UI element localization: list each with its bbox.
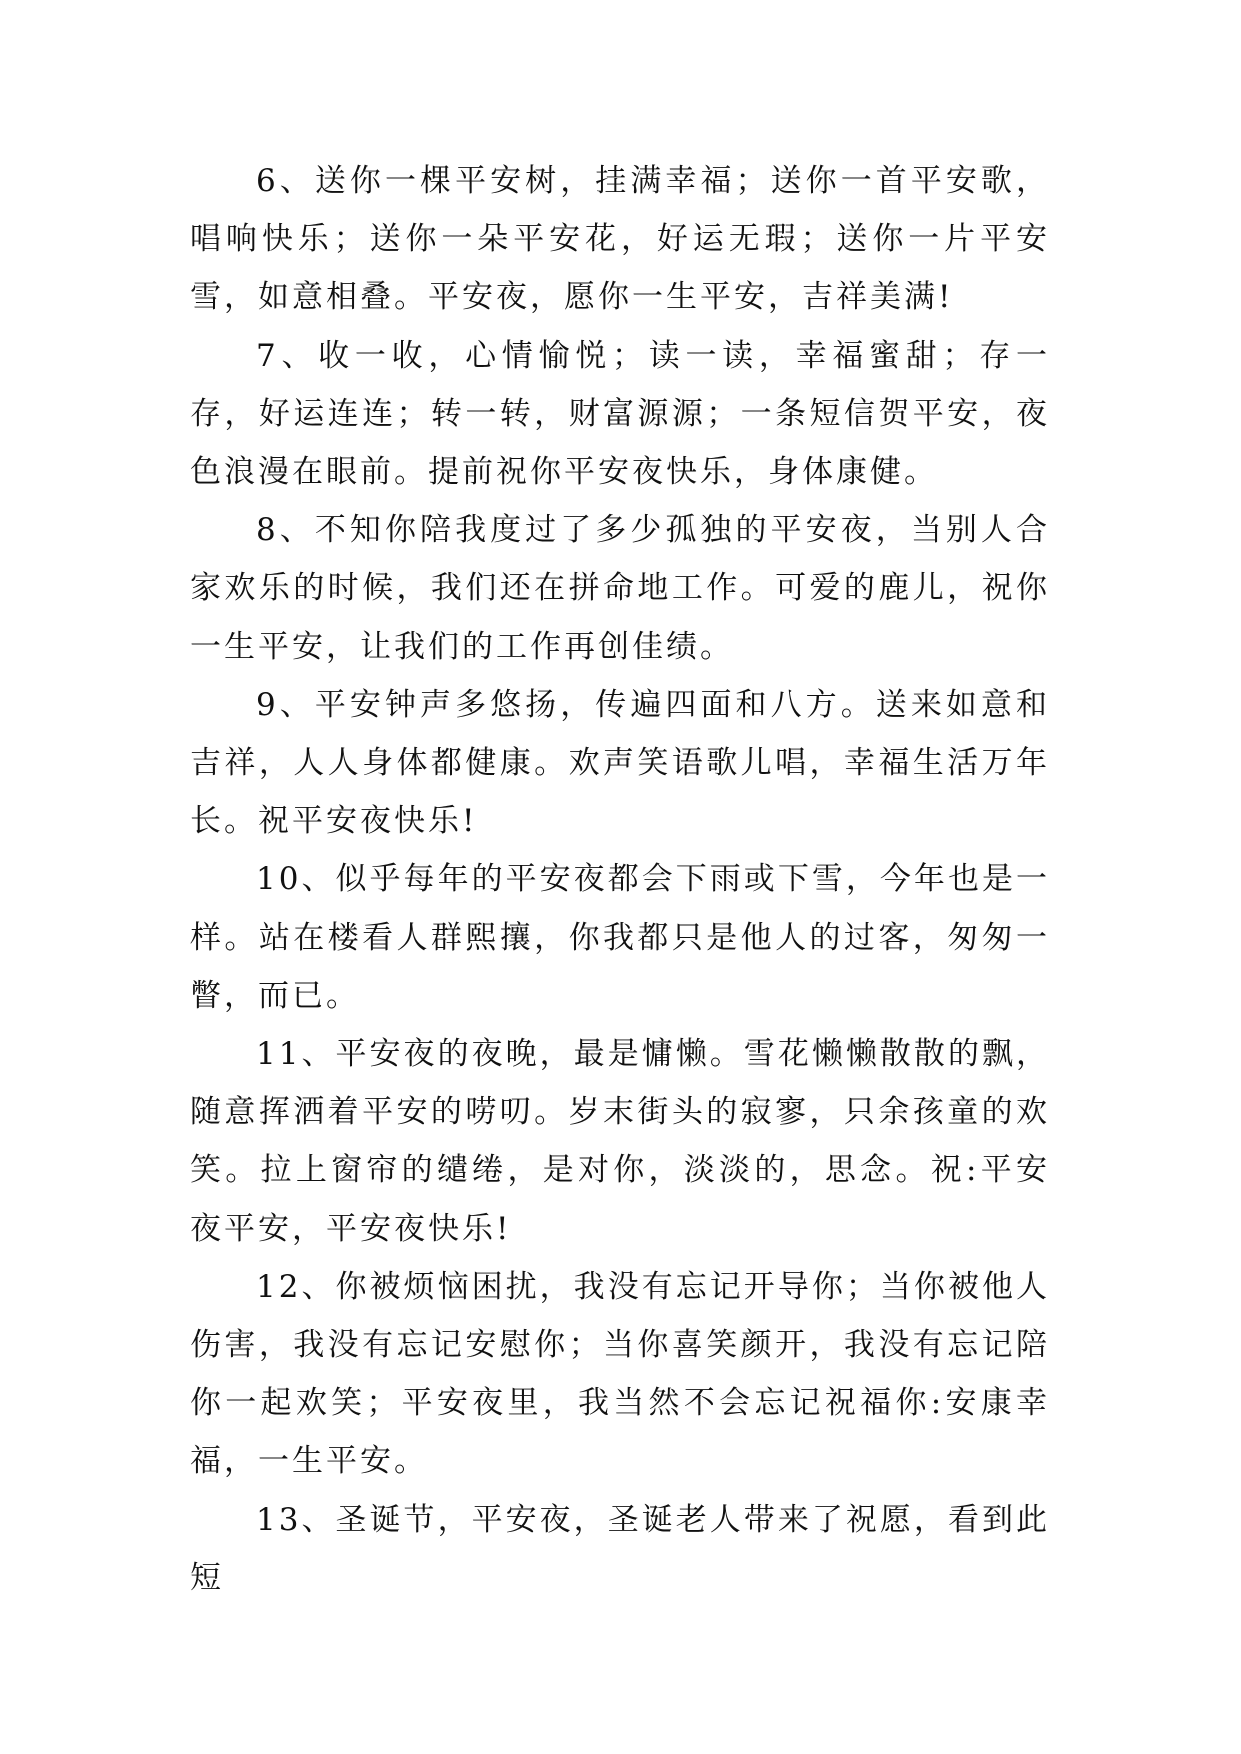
paragraph-12: 12、你被烦恼困扰，我没有忘记开导你；当你被他人伤害，我没有忘记安慰你；当你喜笑颜开，我没有忘记陪你一起欢笑；平安夜里，我当然不会忘记祝福你:安康幸福，一生平安。 (190, 1268, 1050, 1480)
paragraph-13: 13、圣诞节，平安夜，圣诞老人带来了祝愿，看到此短 (190, 1501, 1050, 1596)
paragraph-9: 9、平安钟声多悠扬，传遍四面和八方。送来如意和吉祥，人人身体都健康。欢声笑语歌儿唱，幸福生活万年长。祝平安夜快乐! (190, 686, 1050, 840)
document-body (190, 152, 1050, 1607)
paragraph-10: 10、似乎每年的平安夜都会下雨或下雪，今年也是一样。站在楼看人群熙攘，你我都只是他人的过客，匆匆一瞥，而已。 (190, 861, 1050, 1014)
paragraph-7: 7、收一收，心情愉悦；读一读，幸福蜜甜；存一存，好运连连；转一转，财富源源；一条短信贺平安，夜色浪漫在眼前。提前祝你平安夜快乐，身体康健。 (190, 337, 1050, 491)
paragraph-11: 11、平安夜的夜晚，最是慵懒。雪花懒懒散散的飘，随意挥洒着平安的唠叨。岁末街头的寂寥，只余孩童的欢笑。拉上窗帘的缱绻，是对你，淡淡的，思念。祝:平安夜平安，平安夜快乐! (190, 1036, 1050, 1247)
paragraph-6: 6、送你一棵平安树，挂满幸福；送你一首平安歌，唱响快乐；送你一朵平安花，好运无瑕；送你一片平安雪，如意相叠。平安夜，愿你一生平安，吉祥美满! (190, 163, 1050, 316)
paragraph-8: 8、不知你陪我度过了多少孤独的平安夜，当别人合家欢乐的时候，我们还在拼命地工作。可爱的鹿儿，祝你一生平安，让我们的工作再创佳绩。 (190, 512, 1050, 665)
